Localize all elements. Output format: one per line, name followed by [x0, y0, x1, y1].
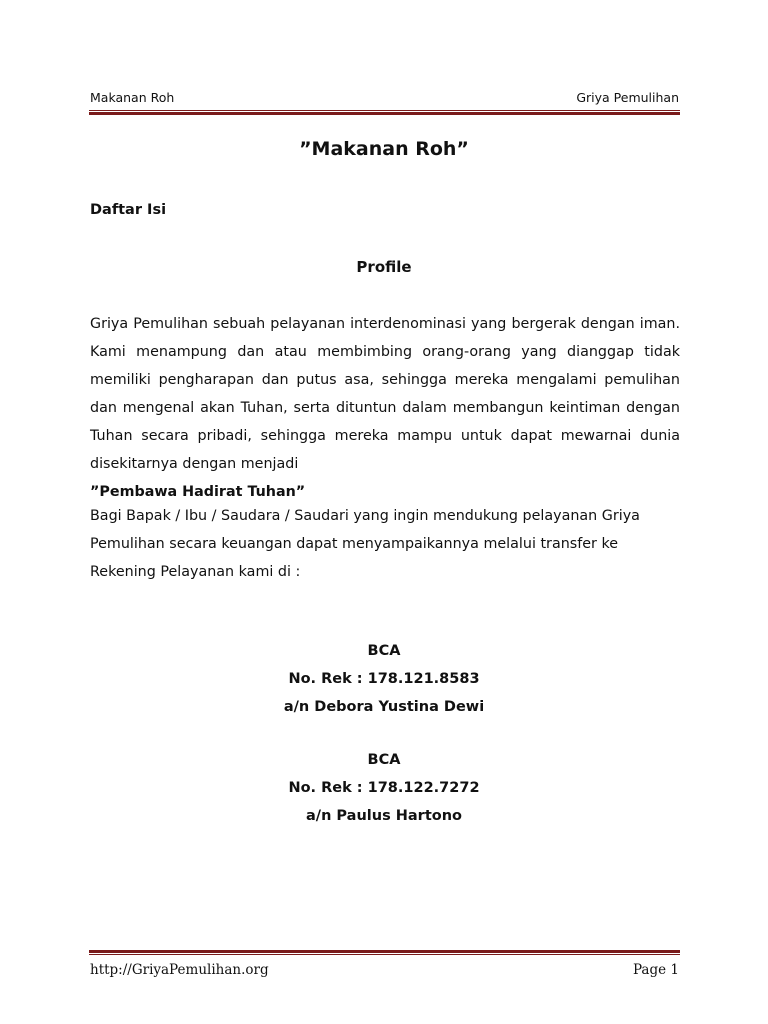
document-title: ”Makanan Roh” — [299, 138, 469, 160]
account-holder: a/n Debora Yustina Dewi — [283, 699, 485, 715]
header-divider — [89, 110, 680, 115]
account-number: No. Rek : 178.121.8583 — [288, 671, 480, 687]
profile-paragraph-text: Griya Pemulihan sebuah pelayanan interdenominasi yang bergerak dengan iman. Kami menampung dan atau membimbing orang-orang yang dianggap tidak memiliki pengharapan dan putus asa, sehingga mereka mengalami pemulihan dan mengenal akan Tuhan, serta dituntun dalam membangun keintiman dengan Tuhan secara pribadi, sehingga mereka mampu untuk dapat mewarnai dunia disekitarnya dengan menjadi — [90, 316, 680, 472]
header-right-title: Griya Pemulihan — [576, 90, 679, 105]
bank-account-block — [0, 746, 768, 830]
bank-account-block — [0, 637, 768, 721]
header-left-title: Makanan Roh — [90, 90, 175, 105]
section-heading-profile: Profile — [356, 258, 412, 276]
table-of-contents-heading: Daftar Isi — [90, 202, 167, 218]
account-number: No. Rek : 178.122.7272 — [288, 780, 480, 796]
footer-divider — [89, 950, 680, 955]
footer-website-link[interactable]: http://GriyaPemulihan.org — [90, 962, 269, 978]
donation-paragraph: Bagi Bapak / Ibu / Saudara / Saudari yang ingin mendukung pelayanan Griya Pemulihan secara keuangan dapat menyampaikannya melalui transfer ke Rekening Pelayanan kami di : — [90, 508, 640, 580]
bank-name: BCA — [367, 643, 401, 659]
account-holder: a/n Paulus Hartono — [305, 808, 463, 824]
profile-paragraph — [90, 310, 680, 506]
page-number: Page 1 — [632, 962, 679, 978]
profile-emphasis: ”Pembawa Hadirat Tuhan” — [90, 484, 306, 500]
bank-name: BCA — [367, 752, 401, 768]
